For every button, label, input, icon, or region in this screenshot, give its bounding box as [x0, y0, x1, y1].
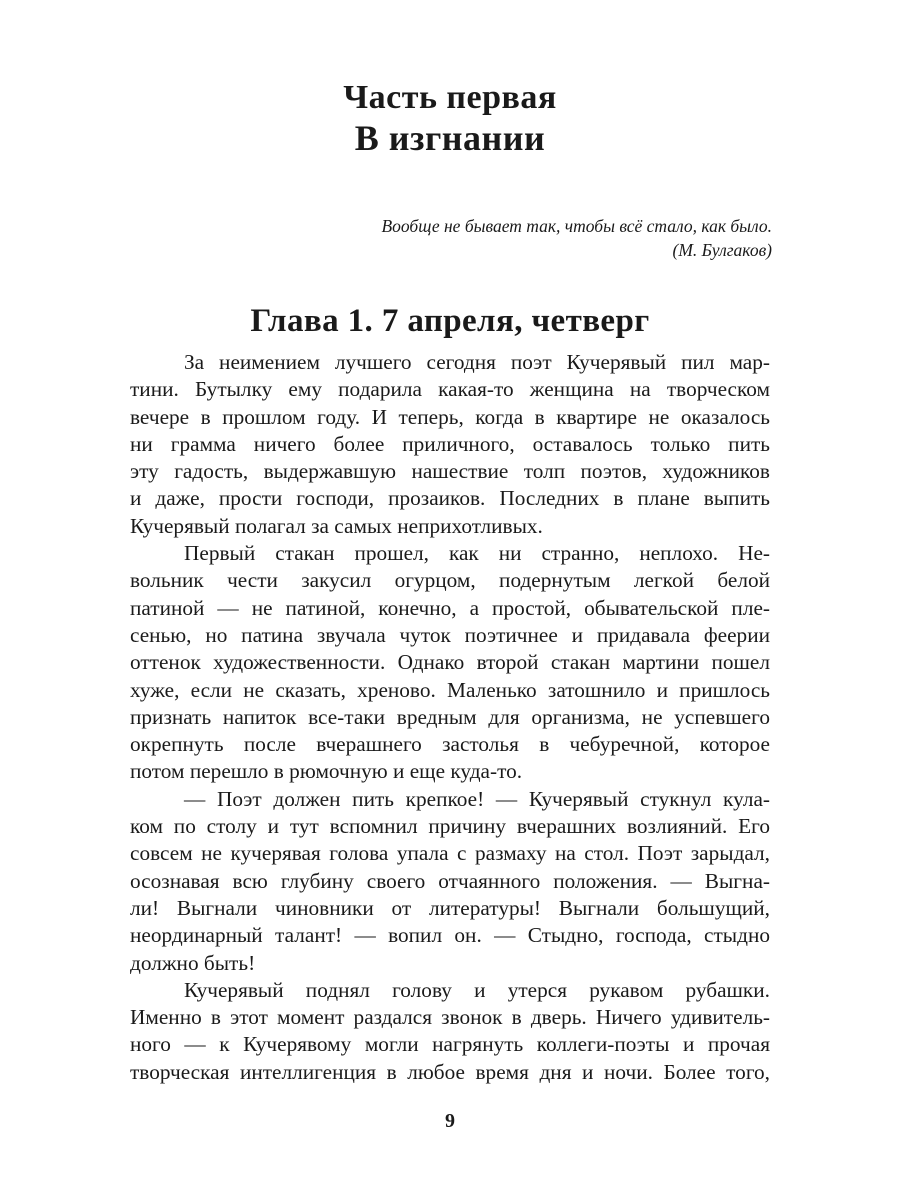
body-line: эту гадость, выдержавшую нашествие толп поэтов, художников: [130, 459, 770, 484]
chapter-title: Глава 1. 7 апреля, четверг: [250, 303, 650, 339]
epigraph-quote: Вообще не бывает так, чтобы всё стало, как было.: [381, 216, 772, 236]
body-line: Кучерявый поднял голову и утерся рукавом рубашки.: [184, 977, 770, 1002]
body-line: оттенок художественности. Однако второй стакан мартини пошел: [130, 650, 770, 675]
body-line: патиной — не патиной, конечно, а простой, обывательской пле-: [130, 595, 770, 620]
body-line: потом перешло в рюмочную и еще куда-то.: [130, 759, 523, 784]
body-line: признать напиток все-таки вредным для организма, не успевшего: [130, 704, 770, 729]
body-line: вольник чести закусил огурцом, подернутым легкой белой: [130, 568, 770, 593]
chapter-body: [130, 349, 770, 1086]
body-line: ком по столу и тут вспомнил причину вчерашних возлияний. Его: [130, 814, 770, 839]
part-subtitle: В изгнании: [354, 118, 546, 158]
part-heading: [0, 78, 900, 158]
body-line: Первый стакан прошел, как ни странно, неплохо. Не-: [184, 541, 770, 566]
body-line: — Поэт должен пить крепкое! — Кучерявый стукнул кула-: [184, 786, 770, 811]
part-title: Часть первая: [343, 79, 557, 116]
body-line: сенью, но патина звучала чуток поэтичнее и придавала феерии: [130, 622, 770, 647]
body-line: Кучерявый полагал за самых неприхотливых.: [130, 513, 543, 538]
body-line: хуже, если не сказать, хреново. Маленько затошнило и пришлось: [130, 677, 770, 702]
body-line: Именно в этот момент раздался звонок в дверь. Ничего удивитель-: [130, 1005, 770, 1030]
body-line: ного — к Кучерявому могли нагрянуть коллеги-поэты и прочая: [130, 1032, 770, 1057]
page-number: 9: [445, 1110, 455, 1132]
body-line: тини. Бутылку ему подарила какая-то женщина на творческом: [130, 377, 770, 402]
body-line: творческая интеллигенция в любое время дня и ночи. Более того,: [130, 1059, 770, 1084]
body-line: вечере в прошлом году. И теперь, когда в квартире не оказалось: [130, 404, 770, 429]
body-line: За неимением лучшего сегодня поэт Кучерявый пил мар-: [184, 350, 770, 374]
epigraph: [252, 214, 772, 262]
body-line: ни грамма ничего более приличного, оставалось только пить: [130, 431, 770, 456]
body-line: должно быть!: [130, 950, 256, 975]
body-line: и даже, прости господи, прозаиков. Последних в плане выпить: [130, 486, 770, 511]
body-line: осознавая всю глубину своего отчаянного положения. — Выгна-: [130, 868, 770, 893]
body-line: совсем не кучерявая голова упала с размаху на стол. Поэт зарыдал,: [130, 841, 770, 866]
body-line: ли! Выгнали чиновники от литературы! Выгнали большущий,: [130, 895, 770, 920]
body-line: окрепнуть после вчерашнего застолья в чебуречной, которое: [130, 732, 770, 757]
body-line: неординарный талант! — вопил он. — Стыдно, господа, стыдно: [130, 923, 770, 948]
epigraph-author: (М. Булгаков): [672, 240, 772, 260]
